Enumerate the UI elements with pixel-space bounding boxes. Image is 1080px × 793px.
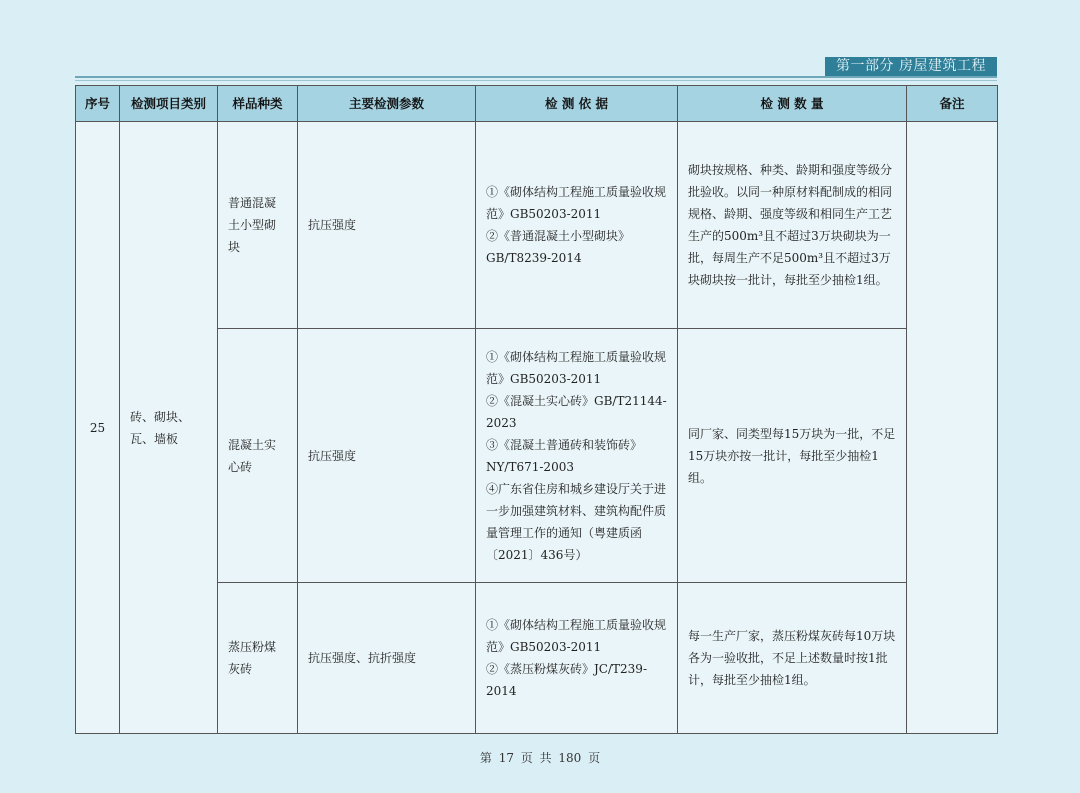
remarks-cell	[907, 122, 998, 734]
param-cell: 抗压强度	[298, 329, 476, 583]
col-header-quantity: 检 测 数 量	[678, 86, 907, 122]
table-row	[76, 122, 998, 329]
basis-line: ①《砌体结构工程施工质量验收规范》GB50203-2011	[486, 349, 667, 386]
param-cell: 抗压强度	[298, 122, 476, 329]
seq-cell: 25	[76, 122, 120, 734]
quantity-cell: 砌块按规格、种类、龄期和强度等级分批验收。以同一种原材料配制成的相同规格、龄期、强度等级和相同生产工艺生产的500m³且不超过3万块砌块为一批，每周生产不足500m³且不超过3万块砌块按一批计，每批至少抽检1组。	[678, 122, 907, 329]
sample-cell: 混凝土实心砖	[218, 329, 298, 583]
col-header-category: 检测项目类别	[120, 86, 218, 122]
page-number: 第 17 页 共 180 页	[479, 751, 601, 765]
col-header-remarks: 备注	[907, 86, 998, 122]
header-rule-thin	[75, 80, 997, 81]
sample-cell: 蒸压粉煤灰砖	[218, 583, 298, 734]
basis-line: ①《砌体结构工程施工质量验收规范》GB50203-2011	[486, 618, 667, 654]
basis-line: ④广东省住房和城乡建设厅关于进一步加强建筑材料、建筑构配件质量管理工作的通知（粤建质函〔2021〕436号）	[486, 481, 667, 562]
section-title: 第一部分 房屋建筑工程	[825, 57, 997, 76]
quantity-cell: 同厂家、同类型每15万块为一批，不足15万块亦按一批计，每批至少抽检1组。	[678, 329, 907, 583]
basis-cell	[476, 583, 678, 734]
basis-cell	[476, 329, 678, 583]
table-header-row	[76, 86, 998, 122]
col-header-basis: 检 测 依 据	[476, 86, 678, 122]
col-header-param: 主要检测参数	[298, 86, 476, 122]
basis-line: ②《普通混凝土小型砌块》GB/T8239-2014	[486, 229, 631, 265]
param-cell: 抗压强度、抗折强度	[298, 583, 476, 734]
col-header-seq: 序号	[76, 86, 120, 122]
basis-line: ②《蒸压粉煤灰砖》JC/T239-2014	[486, 662, 647, 698]
basis-line: ③《混凝土普通砖和装饰砖》NY/T671-2003	[486, 437, 643, 474]
quantity-cell: 每一生产厂家，蒸压粉煤灰砖每10万块各为一验收批，不足上述数量时按1批计，每批至少抽检1组。	[678, 583, 907, 734]
basis-cell	[476, 122, 678, 329]
sample-cell: 普通混凝土小型砌块	[218, 122, 298, 329]
basis-line: ②《混凝土实心砖》GB/T21144-2023	[486, 393, 667, 430]
basis-line: ①《砌体结构工程施工质量验收规范》GB50203-2011	[486, 185, 667, 221]
header-rule	[75, 76, 997, 78]
inspection-table	[75, 85, 998, 734]
category-cell: 砖、砌块、瓦、墙板	[120, 122, 218, 734]
col-header-sample: 样品种类	[218, 86, 298, 122]
